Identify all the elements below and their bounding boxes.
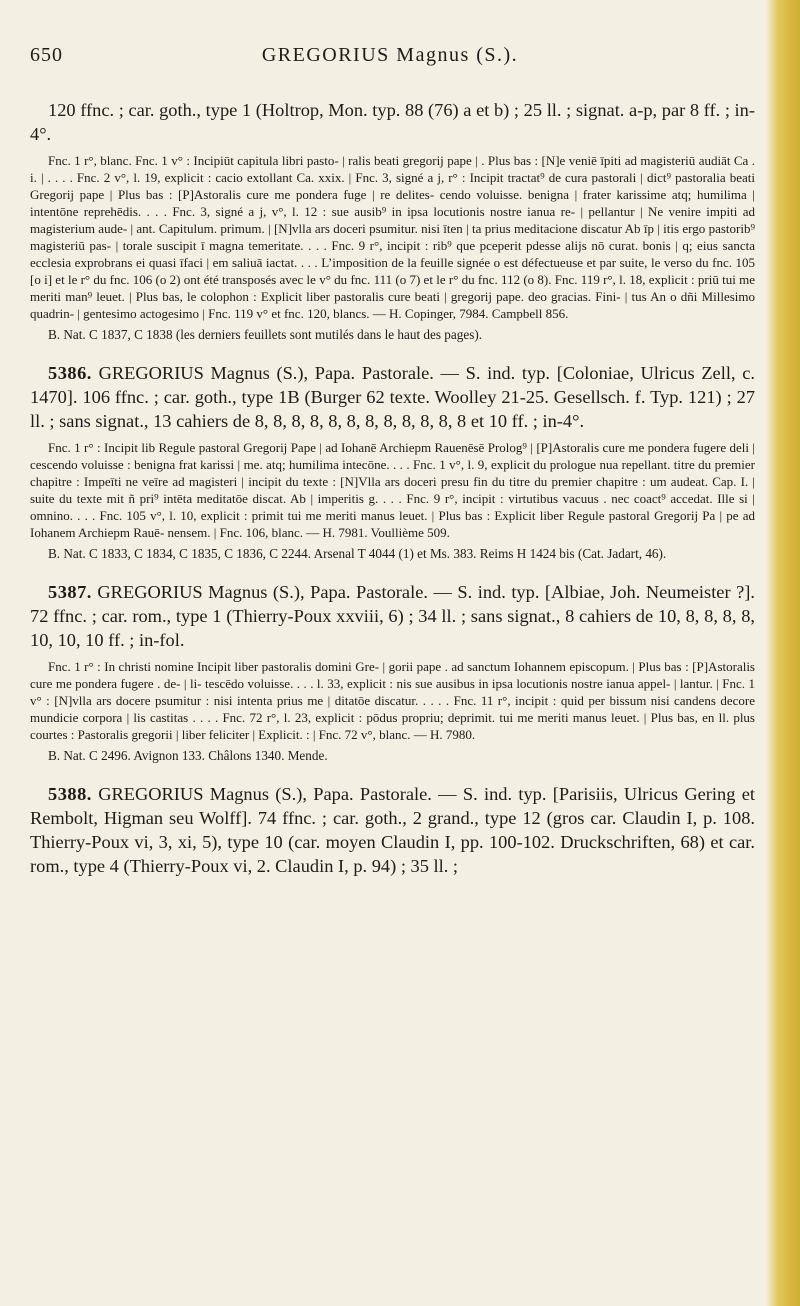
entry-description: Fnc. 1 r° : In christi nomine Incipit liber pastoralis domini Gre- | gorii pape . ad sanctum Iohannem episcopum. | Plus bas : [P]Astoralis cure me pondera fugere . de- | li- tescēdo voluisse. . . . l. 33, explicit : nis sue ausibus in ipsa locutionis nostre ianua appel- | lantur. | Fnc. 1 v° : [N]vlla ars docere psumitur : nisi intenta prius me | ditatōe discatur. . . . . Fnc. 11 r°, incipit : quid per bissum nisi candens decore mundicie corpora | lis castitas . . . . Fnc. 72 r°, l. 23, explicit : pōdus propriu; deprimit. tui me meriti manus leuet. | Plus bas, en ll. plus courtes : Pastoralis gregorii | liber feliciter | Explicit. : | Fnc. 72 v°, blanc. — H. 7980. [30, 659, 755, 742]
entry-number: 5386. [48, 363, 92, 383]
entry-locations: B. Nat. C 1833, C 1834, C 1835, C 1836, C 2244. Arsenal T 4044 (1) et Ms. 383. Reims H 1424 bis (Cat. Jadart, 46). [48, 546, 667, 561]
entry-5387 [30, 580, 755, 764]
entry-continued [30, 98, 755, 343]
page-edge [766, 0, 800, 1306]
entry-lead-text: 120 ffnc. ; car. goth., type 1 (Holtrop, Mon. typ. 88 (76) a et b) ; 25 ll. ; signat. a-p, par 8 ff. ; in-4°. [30, 100, 755, 144]
entry-lead-text: GREGORIUS Magnus (S.), Papa. Pastorale. — S. ind. typ. [Parisiis, Ulricus Gering et Rembolt, Higman seu Wolff]. 74 ffnc. ; car. goth., 2 grand., type 12 (gros car. Claudin I, p. 108. Thierry-Poux vi, 3, xi, 5), type 10 (car. moyen Claudin I, pp. 100-102. Druckschriften, 68) et car. rom., type 4 (Thierry-Poux vi, 2. Claudin I, p. 94) ; 35 ll. ; [30, 784, 755, 876]
entry-5386 [30, 361, 755, 562]
catalogue-entries [30, 98, 755, 896]
entry-description: Fnc. 1 r° : Incipit lib Regule pastoral Gregorij Pape | ad Iohanē Archiepm Rauenēsē Prolog⁹ | [P]Astoralis cure me pondera fugere deli | cescendo voluisse : benigna frat karissi | me. atq; humilima intecōne. . . . Fnc. 1 v°, l. 9, explicit du prologue nua repellant. titre du premier chapitre : Impeīti ne veīre ad magisteri | incipit du texte : [N]Vlla ars doceri presu fin du titre du premier chapitre : um audeat. Cap. I. | suite du texte mit ñ pri⁹ intēta meditatōe discat. Ab | imperitis g. . . . Fnc. 9 r°, incipit : virtutibus vacuus . nec coact⁹ accedat. Ille si | omnino. . . . Fnc. 105 v°, l. 10, explicit : primit tui me meriti manus leuet. | Plus bas : Explicit liber Regule pastoral Gregorij Pa | pe ad Iohanem Archiepm Rauē- nensem. | Fnc. 106, blanc. — H. 7981. Voullième 509. [30, 440, 755, 540]
entry-locations: B. Nat. C 2496. Avignon 133. Châlons 1340. Mende. [48, 748, 328, 763]
entry-lead [30, 361, 755, 433]
entry-number: 5388. [48, 784, 92, 804]
entry-5388 [30, 782, 755, 878]
entry-lead [30, 782, 755, 878]
entry-lead-text: GREGORIUS Magnus (S.), Papa. Pastorale. — S. ind. typ. [Albiae, Joh. Neumeister ?]. 72 ffnc. ; car. rom., type 1 (Thierry-Poux xxviii, 6) ; 34 ll. ; sans signat., 8 cahiers de 10, 8, 8, 8, 8, 10, 10, 10 ff. ; in-fol. [30, 582, 755, 650]
running-header [30, 44, 750, 74]
page-number: 650 [30, 44, 63, 66]
entry-description: Fnc. 1 r°, blanc. Fnc. 1 v° : Incipiūt capitula libri pasto- | ralis beati gregorij pape | . Plus bas : [N]e veniē īpiti ad magisteriū audiāt Ca . i. | . . . . Fnc. 2 v°, l. 19, explicit : cacio extollant Ca. xxix. | Fnc. 3, signé a j, r° : Incipit tractat⁹ de cura pastorali | dict⁹ pastoralia beati Gregorij pape | Plus bas : [P]Astoralis cure me pondera fuge | re delites- cendo voluisse. benigna | frater karissime atq; humilima | intentōne reprehēdis. . . . Fnc. 3, signé a j, v°, l. 12 : sue ausib⁹ in ipsa locutionis nostre ianua re- | pellantur | Ne venire impiti ad magisterium aude- | ant. Capitulum. primum. | [N]vlla ars doceri psumitur. nisi īten | ta prius meditacione discatur Ab īp | itis ergo pastorib⁹ magisteriū pas- | torale suscipit ī magna temeritate. . . . Fnc. 9 r°, incipit : rib⁹ que pceperit pdesse alijs nō curat. bonis | q; eius sancta ecclesia exprobrans ei quasi īfaci | em saliuā iactat. . . . L’imposition de la feuille signée o est défectueuse et par suite, le verso du fnc. 105 [o i] et le r° du fnc. 106 (o 2) ont été transposés avec le v° du fnc. 111 (o 7) et le r° du fnc. 112 (o 8). Fnc. 119 r°, l. 18, explicit : priū tui me meriti man⁹ leuet. | Plus bas, le colophon : Explicit liber pastoralis cure beati | gregorij pape. deo gracias. Fini- | tus An o dñi Millesimo quadrin- | gentesimo actogesimo | Fnc. 119 v° et fnc. 120, blancs. — H. Copinger, 7984. Campbell 856. [30, 153, 755, 321]
entry-locations: B. Nat. C 1837, C 1838 (les derniers feuillets sont mutilés dans le haut des pages). [48, 327, 483, 342]
entry-number: 5387. [48, 582, 92, 602]
entry-lead [30, 580, 755, 652]
running-title: GREGORIUS Magnus (S.). [261, 44, 519, 66]
entry-lead-text: GREGORIUS Magnus (S.), Papa. Pastorale. — S. ind. typ. [Coloniae, Ulricus Zell, c. 1470]. 106 ffnc. ; car. goth., type 1B (Burger 62 texte. Woolley 21-25. Gesellsch. f. Typ. 121) ; 27 ll. ; sans signat., 13 cahiers de 8, 8, 8, 8, 8, 8, 8, 8, 8, 8, 8, 8 et 10 ff. ; in-4°. [30, 363, 755, 431]
entry-lead [30, 98, 755, 146]
